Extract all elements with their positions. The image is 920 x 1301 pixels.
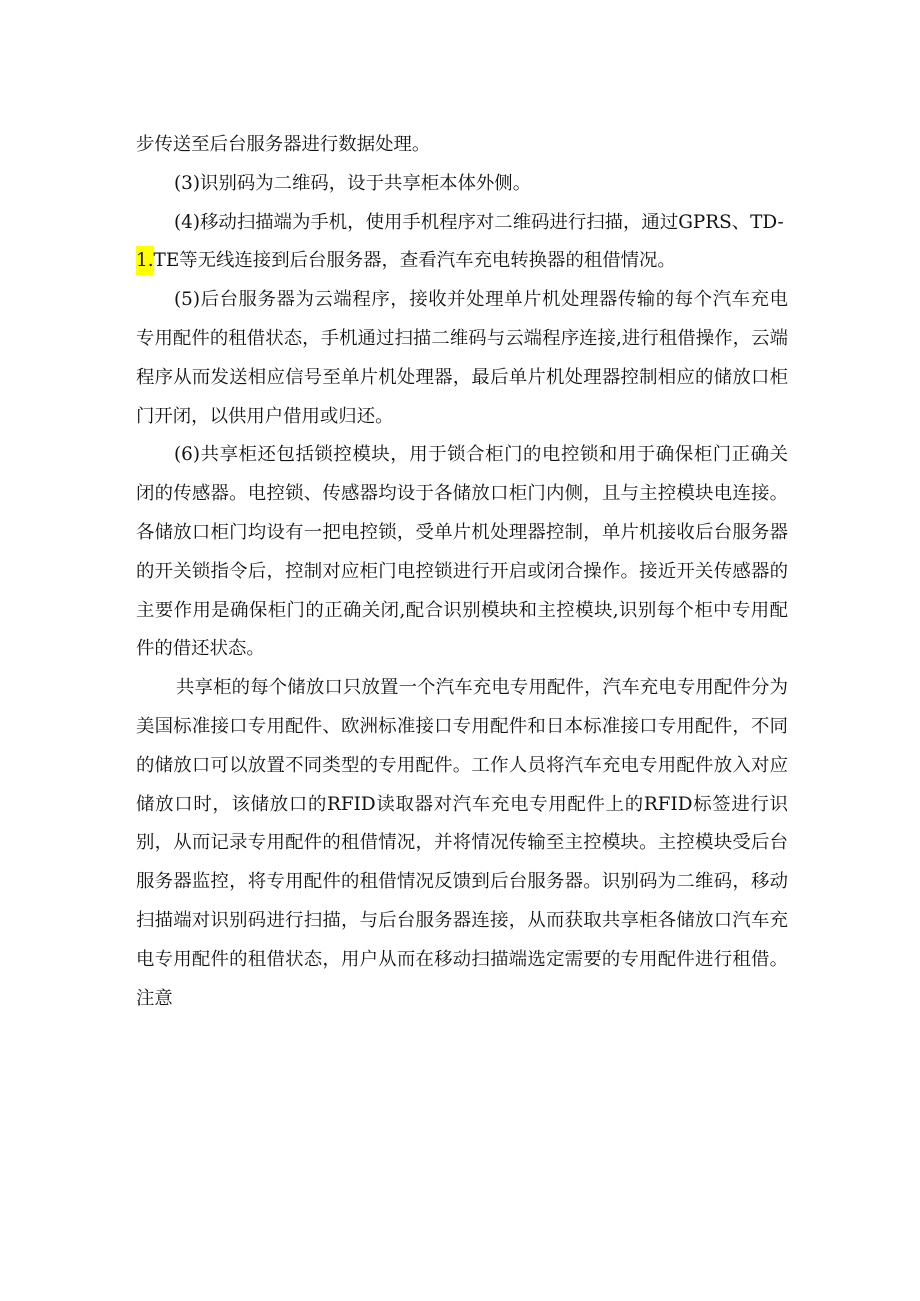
paragraph-item-4 bbox=[136, 204, 788, 282]
paragraph-item-4-text-before: (4)移动扫描端为手机，使用手机程序对二维码进行扫描，通过GPRS、TD- bbox=[174, 211, 784, 233]
document-body bbox=[136, 126, 788, 1018]
paragraph-item-4-text-after: TE等无线连接到后台服务器，查看汽车充电转换器的租借情况。 bbox=[153, 250, 676, 272]
paragraph-item-3: (3)识别码为二维码，设于共享柜本体外侧。 bbox=[174, 172, 532, 194]
paragraph-item-6: (6)共享柜还包括锁控模块，用于锁合柜门的电控锁和用于确保柜门正确关闭的传感器。电控锁、传感器均设于各储放口柜门内侧，且与主控模块电连接。各储放口柜门均设有一把电控锁，受单片机处理器控制，单片机接收后台服务器的开关锁指令后，控制对应柜门电控锁进行开启或闭合操作。接近开关传感器的主要作用是确保柜门的正确关闭,配合识别模块和主控模块,识别每个柜中专用配件的借还状态。 bbox=[136, 444, 788, 660]
paragraph-item-5: (5)后台服务器为云端程序，接收并处理单片机处理器传输的每个汽车充电专用配件的租借状态，手机通过扫描二维码与云端程序连接,进行租借操作，云端程序从而发送相应信号至单片机处理器，最后单片机处理器控制相应的储放口柜门开闭，以供用户借用或归还。 bbox=[136, 289, 788, 427]
paragraph-summary: 共享柜的每个储放口只放置一个汽车充电专用配件，汽车充电专用配件分为美国标准接口专用配件、欧洲标准接口专用配件和日本标准接口专用配件，不同的储放口可以放置不同类型的专用配件。工作人员将汽车充电专用配件放入对应储放口时，该储放口的RFID读取器对汽车充电专用配件上的RFID标签进行识别，从而记录专用配件的租借情况，并将情况传输至主控模块。主控模块受后台服务器监控，将专用配件的租借情况反馈到后台服务器。识别码为二维码，移动扫描端对识别码进行扫描，与后台服务器连接，从而获取共享柜各储放口汽车充电专用配件的租借状态，用户从而在移动扫描端选定需要的专用配件进行租借。注意 bbox=[136, 677, 788, 1009]
paragraph-continuation: 步传送至后台服务器进行数据处理。 bbox=[136, 134, 431, 155]
highlighted-text: 1. bbox=[136, 246, 154, 275]
